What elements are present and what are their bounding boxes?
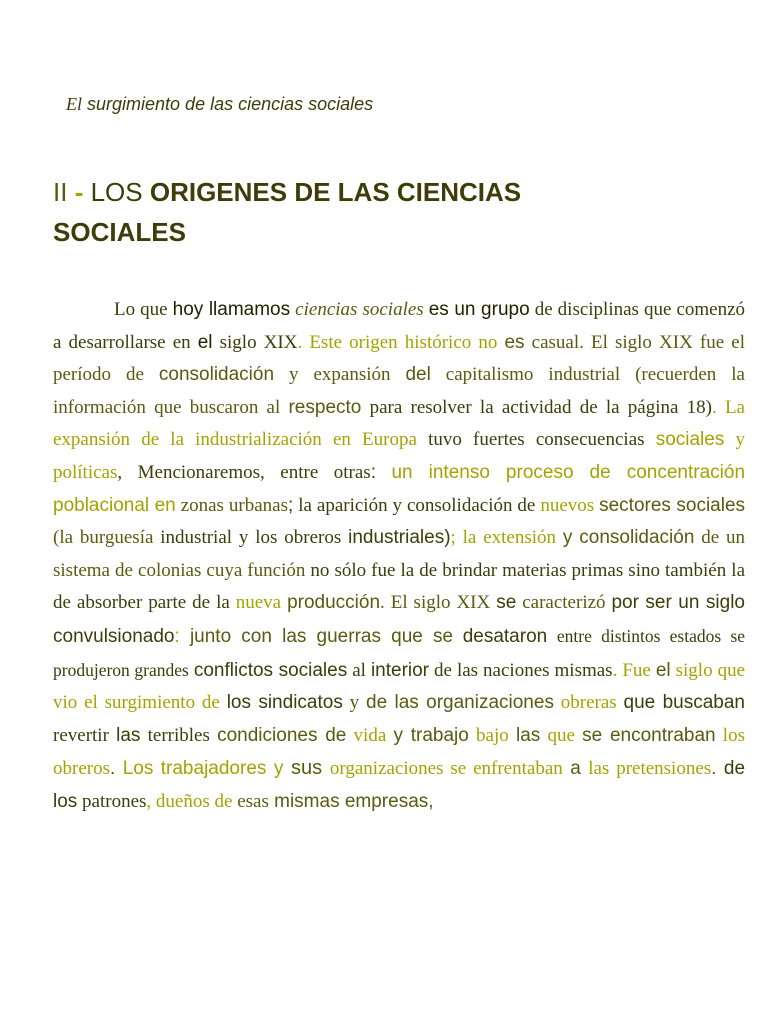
text-run	[547, 626, 557, 647]
text-run: políticas	[53, 461, 118, 483]
chapter-title-main-line2: SOCIALES	[53, 217, 186, 247]
running-head	[66, 94, 373, 115]
text-run: casual. El siglo XIX fue el período de	[53, 331, 745, 386]
text-run: vida	[346, 724, 394, 746]
text-run: . La expansión de la industrialización en Europa	[53, 396, 745, 451]
text-run: tuvo fuertes consecuencias	[428, 429, 656, 451]
text-run: zonas urbanas	[175, 494, 288, 516]
text-run: capitalismo industrial (recuerden la información que buscaron al	[53, 364, 745, 418]
text-run: los obreros	[53, 724, 745, 780]
text-run: respecto	[288, 396, 362, 418]
text-run: de las naciones mismas	[429, 659, 613, 681]
text-run: hoy llamamos	[172, 299, 291, 320]
text-run: y trabajo	[393, 724, 469, 746]
text-run: que buscaban	[623, 692, 745, 714]
text-run: revertir	[53, 724, 117, 746]
text-run: junto con las guerras que se	[189, 625, 454, 647]
text-run: de las organizaciones	[366, 692, 554, 714]
text-run: sectores sociales	[599, 494, 746, 516]
text-run: ciencias sociales	[295, 299, 424, 320]
text-run: un intenso proceso de concentración poblacional en	[53, 461, 746, 516]
text-run: las	[515, 724, 541, 746]
text-run: industrial y los obreros	[160, 527, 349, 549]
chapter-title-lead: LOS	[90, 177, 143, 207]
text-run: y	[724, 429, 746, 451]
text-run: de los	[53, 758, 746, 812]
text-run: (la burguesía	[53, 527, 161, 549]
text-run: es un grupo	[428, 299, 530, 320]
text-run	[453, 626, 463, 647]
text-run: caracterizó	[516, 592, 612, 614]
text-run: el	[197, 331, 213, 353]
text-run: el	[655, 659, 671, 681]
text-run: . El siglo XIX	[380, 592, 497, 614]
text-run: siglo que vio el surgimiento de	[53, 659, 746, 714]
text-run: terribles	[140, 724, 218, 746]
text-run: que	[540, 724, 583, 746]
text-run: y	[342, 692, 366, 714]
body-paragraph	[53, 294, 745, 819]
text-run: producción	[287, 592, 381, 614]
text-run: :	[174, 625, 190, 647]
text-run: organizaciones se enfrentaban	[329, 758, 563, 780]
text-run: y	[562, 527, 573, 549]
text-run: )	[444, 527, 451, 549]
text-run: de disciplinas que comenzó a desarrollarse en	[53, 299, 746, 353]
running-head-title: surgimiento de las ciencias sociales	[87, 94, 374, 114]
text-run: Los trabajadores y	[122, 758, 284, 780]
text-run: consolidación	[579, 527, 695, 549]
text-run: entre distintos estados se produjeron grandes	[53, 625, 746, 680]
text-run: Lo que	[114, 299, 173, 320]
text-run: las pretensiones	[588, 758, 712, 780]
text-run: sus	[283, 757, 330, 780]
text-run: .	[109, 758, 123, 780]
text-run: conflictos sociales	[193, 659, 348, 681]
text-run: la aparición y consolidación de	[293, 494, 541, 516]
text-run: por ser un siglo convulsionado	[53, 592, 745, 647]
text-run: nuevos	[540, 494, 595, 516]
text-run: y expansión	[274, 364, 406, 386]
text-run: bajo	[468, 724, 516, 746]
text-run: condiciones de	[217, 724, 347, 746]
text-run: no sólo fue la de brindar materias primas sino también la de absorber parte de la	[53, 559, 745, 614]
text-run: se encontraban	[582, 724, 716, 746]
text-run: :	[370, 461, 376, 483]
text-run: las	[116, 724, 141, 746]
running-head-first-word: El	[66, 94, 82, 114]
text-run: , dueños de	[146, 790, 238, 812]
text-run: para resolver la actividad de la página 18)	[361, 396, 712, 418]
text-run: mismas empresas,	[268, 790, 434, 812]
text-run: obreras	[553, 692, 624, 714]
text-run: . Este origen histórico no	[297, 331, 505, 353]
text-run: es	[504, 331, 525, 353]
text-run	[376, 462, 392, 483]
text-run: patrones	[77, 790, 147, 812]
text-run: consolidación	[158, 364, 275, 386]
text-run: . Fue	[612, 659, 656, 681]
text-run: se	[496, 592, 517, 614]
text-run: a	[562, 758, 589, 780]
text-run: ;	[288, 494, 294, 516]
text-run: al	[347, 659, 371, 681]
text-run: del	[405, 364, 431, 386]
text-run: ; la extensión	[450, 527, 557, 549]
text-run: sociales	[655, 429, 725, 451]
text-run: industriales	[348, 527, 445, 549]
text-run: interior	[370, 659, 430, 681]
text-run: , Mencionaremos, entre otras	[117, 461, 371, 483]
text-run: .	[711, 758, 724, 780]
text-run: los sindicatos	[226, 692, 343, 714]
text-run: esas	[237, 790, 269, 812]
chapter-dash: -	[74, 177, 84, 207]
chapter-number: II	[53, 177, 68, 207]
chapter-title	[53, 172, 733, 252]
chapter-title-main: ORIGENES DE LAS CIENCIAS	[149, 177, 522, 207]
text-run: desataron	[462, 625, 548, 647]
text-run: de un sistema de colonias cuya función	[53, 527, 746, 581]
text-run	[556, 527, 563, 548]
text-run: siglo XIX	[212, 331, 298, 353]
text-run: nueva	[235, 592, 282, 614]
